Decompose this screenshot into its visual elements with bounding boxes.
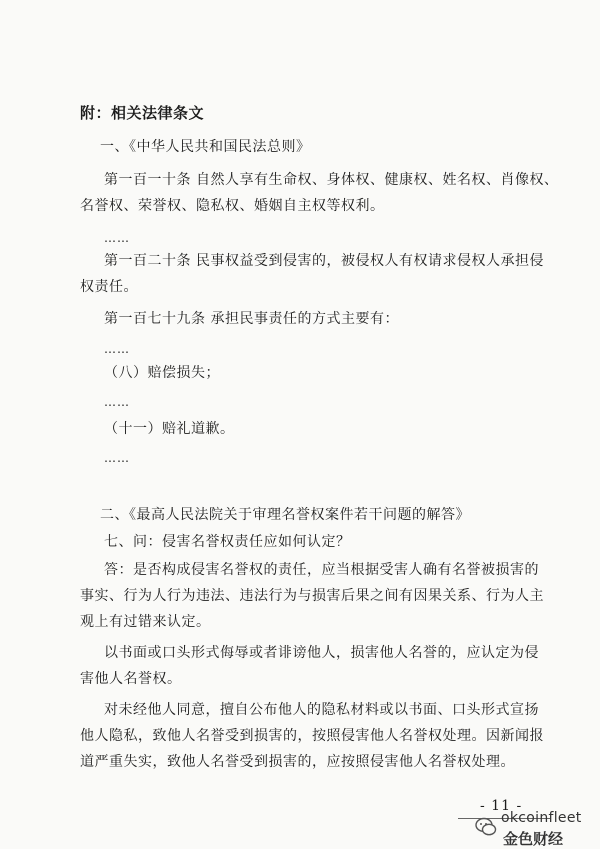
ellipsis: …… <box>104 451 130 465</box>
section1-title: 一、《中华人民共和国民法总则》 <box>100 139 311 155</box>
watermark-brand: 金色财经 <box>503 830 564 848</box>
appendix-heading: 附：相关法律条文 <box>80 104 205 122</box>
page-number: - 11 - <box>480 798 523 814</box>
article-110-line2: 名誉权、荣誉权、隐私权、婚姻自主权等权利。 <box>80 198 385 214</box>
paragraph3-line3: 道严重失实，致他人名誉受到损害的，应按照侵害他人名誉权处理。 <box>80 754 515 770</box>
ellipsis: …… <box>104 395 130 409</box>
article-110-line1: 第一百一十条 自然人享有生命权、身体权、健康权、姓名权、肖像权、 <box>104 172 559 188</box>
paragraph3-line1: 对未经他人同意，擅自公布他人的隐私材料或以书面、口头形式宣扬 <box>104 702 539 718</box>
wechat-icon <box>475 816 497 838</box>
section2-title: 二、《最高人民法院关于审理名誉权案件若干问题的解答》 <box>100 507 470 523</box>
article-120-line1: 第一百二十条 民事权益受到侵害的，被侵权人有权请求侵权人承担侵 <box>104 253 544 269</box>
answer-line1: 答：是否构成侵害名誉权的责任，应当根据受害人确有名誉被损害的 <box>104 562 539 578</box>
ellipsis: …… <box>104 342 130 356</box>
article-120-line2: 权责任。 <box>80 279 138 295</box>
answer-line2: 事实、行为人行为违法、违法行为与损害后果之间有因果关系、行为人主 <box>80 588 544 604</box>
watermark-text: okcoinfleet <box>501 810 582 826</box>
article-179: 第一百七十九条 承担民事责任的方式主要有： <box>104 311 399 327</box>
ellipsis: …… <box>104 231 130 245</box>
paragraph2-line1: 以书面或口头形式侮辱或者诽谤他人，损害他人名誉的，应认定为侵 <box>104 645 539 661</box>
question-7: 七、问：侵害名誉权责任应如何认定？ <box>104 534 351 550</box>
paragraph3-line2: 他人隐私，致他人名誉受到损害的，按照侵害他人名誉权处理。因新闻报 <box>80 728 544 744</box>
answer-line3: 观上有过错来认定。 <box>80 614 211 630</box>
paragraph2-line2: 害他人名誉权。 <box>80 671 182 687</box>
watermark <box>475 810 595 848</box>
item-11: （十一）赔礼道歉。 <box>104 421 235 437</box>
item-8: （八）赔偿损失； <box>104 365 220 381</box>
